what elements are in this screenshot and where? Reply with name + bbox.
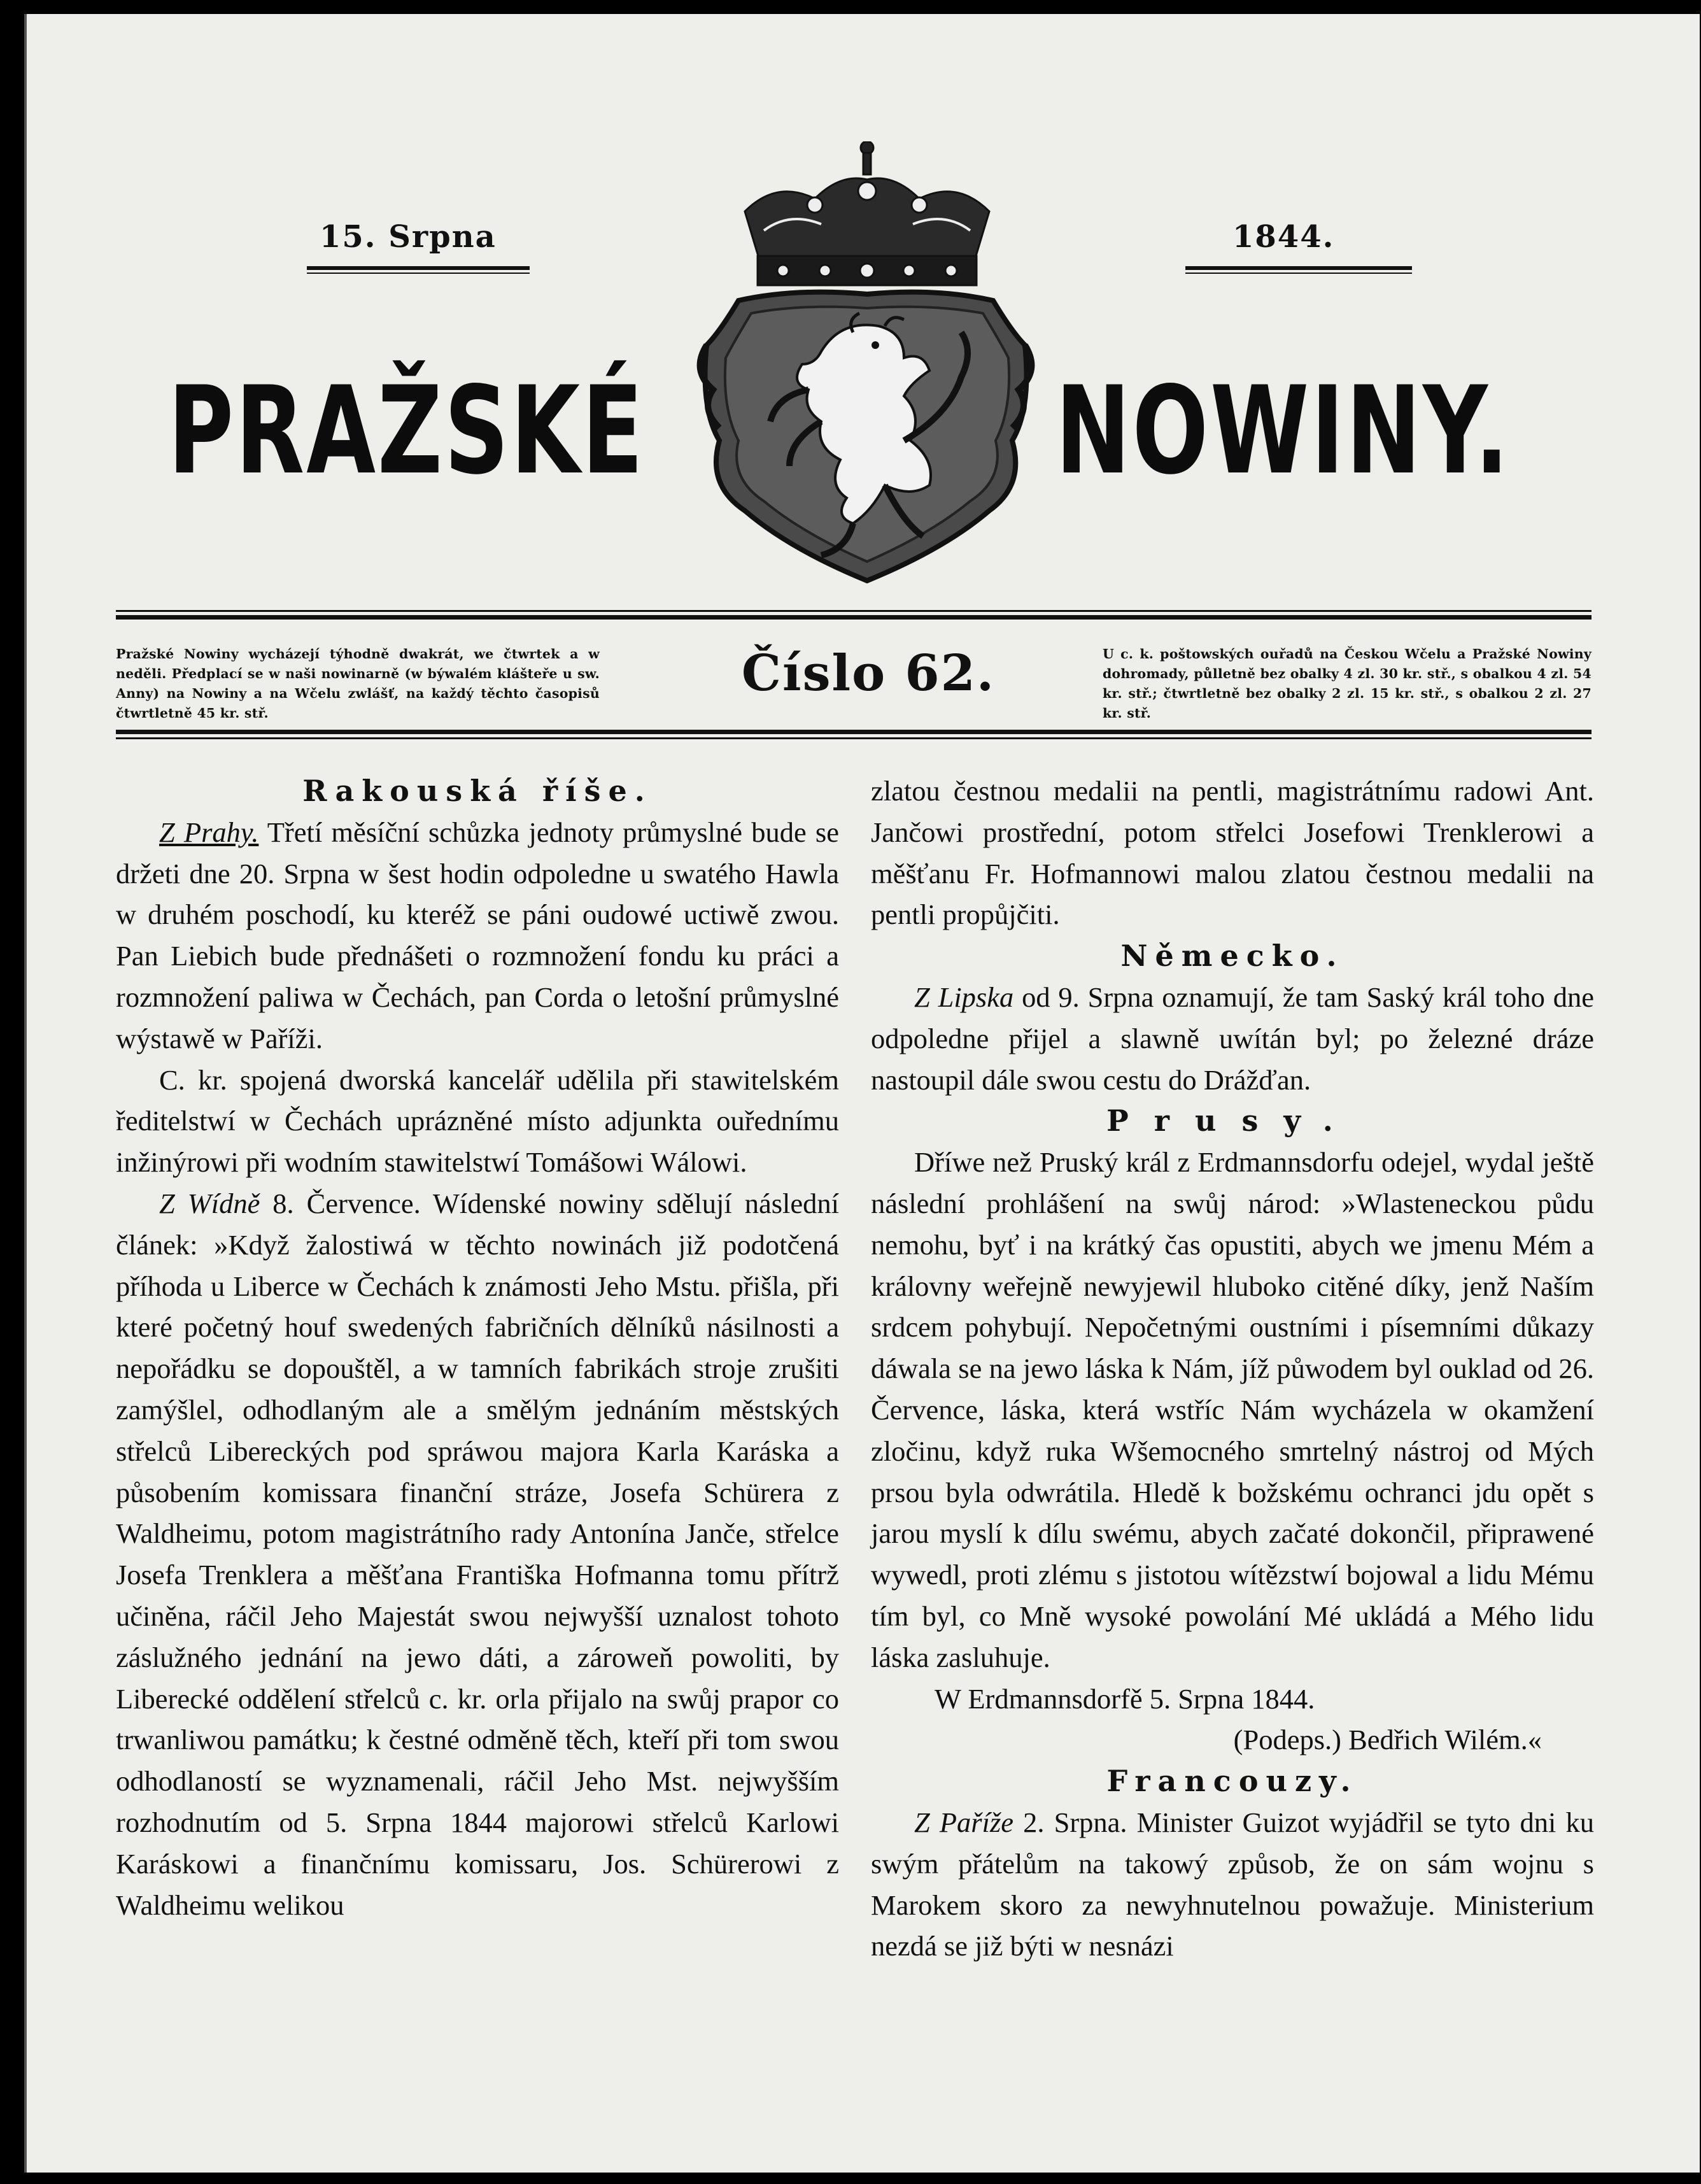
header-rule-thick: [116, 615, 1592, 620]
subscription-info: Pražské Nowiny wycházejí týhodně dwakrát, we čtwrtek a w neděli. Předplací se w naši nowinarně (w býwalém klášteře u sw. Anny) na Nowiny a na Wčelu zwlášť, na každý těchto časopisů čtwrtletně 45 kr. stř.: [116, 646, 600, 721]
dateline-place: Z Paříže: [914, 1806, 1014, 1838]
issue-date: 15. Srpna: [320, 219, 497, 255]
article-leipzig: [871, 977, 1594, 1100]
left-column: [116, 770, 839, 1925]
article-text: od 9. Srpna oznamují, že tam Saský král toho dne odpoledne přijel a slawně uwítán byl; po železné dráze nastoupil dále swou cestu do Drážďan.: [871, 981, 1594, 1096]
section-heading-austria: Rakouská říše.: [302, 774, 653, 808]
issue-year: 1844.: [1232, 219, 1335, 255]
section-heading-france: Francouzy.: [1106, 1764, 1359, 1799]
year-underline: [1185, 266, 1412, 270]
article-chancellery: C. kr. spojená dworská kancelář udělila při stawitelském ředitelstwí w Čechách uprázněné místo adjunkta ouřednímu inžinýrowi při wodním stawitelstwí Tomášowi Wálowi.: [116, 1063, 839, 1179]
masthead-title-right: NOWINY.: [1055, 360, 1511, 501]
proclamation-dateline: W Erdmannsdorfě 5. Srpna 1844.: [935, 1682, 1315, 1715]
header-rule-thin: [116, 610, 1592, 612]
article-text: 2. Srpna. Minister Guizot wyjádřil se tyto dni ku swým přátelům na takowý způsob, že on sám wojnu s Marokem skoro za newyhnutelnou powažuje. Ministerium nezdá se již býti w nesnázi: [871, 1806, 1595, 1962]
dateline-place: Z Lipska: [914, 981, 1014, 1013]
dateline-place: Z Prahy.: [159, 816, 259, 848]
newspaper-page: [24, 14, 1700, 2173]
article-paris: [871, 1802, 1594, 1967]
bohemian-lion-crest-icon: [694, 141, 1038, 600]
section-heading-prussia: Prusy.: [1106, 1103, 1359, 1138]
right-column: [871, 770, 1594, 1967]
article-text: 8. Července. Wídenské nowiny sdělují následní článek: »Když žalostiwá w těchto nowinách již podotčená příhoda u Liberce w Čechách k známosti Jeho Mstu. přišla, při které početný houf swedených fabričních dělníků násilnosti a nepořádku se dopouštěl, a w tamních fabrikách stroje zrušiti zamýšlel, odhodlaným ale a smělým jednáním městských střelců Libereckých pod spráwou majora Karla Karáska a působením komissara finanční stráze, Josefa Schürera z Waldheimu, potom magistrátního rady Antonína Janče, střelce Josefa Trenklera a měšťana Františka Hofmanna tomu přítrž učiněna, ráčil Jeho Majestát swou nejwyšší uznalost tohoto záslužného jednání na jewo dáti, a zároweň powoliti, by Liberecké oddělení střelců c. kr. orla přijalo na swůj prapor co trwanliwou památku; k čestné odměně těch, kteří při tom swou odhodlaností se wyznamenali, ráčil Jeho Mst. nejwyšším rozhodnutím od 5. Srpna 1844 majorowi střelců Karlowi Karáskowi a finančnímu komissaru, Jos. Schürerowi z Waldheimu welikou: [116, 1187, 839, 1921]
article-prague: [116, 812, 839, 1060]
dateline-place: Z Wídně: [159, 1187, 260, 1219]
proclamation-signature: (Podeps.) Bedřich Wilém.«: [1233, 1724, 1542, 1756]
article-continuation: zlatou čestnou medalii na pentli, magistrátnímu radowi Ant. Jančowi prostřední, potom střelci Josefowi Trenklerowi a měšťanu Fr. Hofmannowi malou zlatou čestnou medalii na pentli propůjčiti.: [871, 775, 1594, 931]
section-heading-germany: Německo.: [1120, 939, 1345, 974]
article-text: Třetí měsíční schůzka jednoty průmyslné bude se držeti dne 20. Srpna w šest hodin odpoledne u swatého Hawla w druhém poschodí, ku kteréž se páni oudowé uctiwě zwou. Pan Liebich bude přednášeti o rozmnožení fondu ku práci a rozmnožení paliwa w Čechách, pan Corda o letošní průmyslné wýstawě w Paříži.: [116, 816, 839, 1054]
postal-subscription-info: U c. k. poštowských ouřadů na Českou Wčelu a Pražské Nowiny dohromady, půlletně bez obalky 4 zl. 30 kr. stř., s obalkou 4 zl. 54 kr. stř.; čtwrtletně bez obalky 2 zl. 15 kr. stř., s obalkou 2 zl. 27 kr. stř.: [1103, 646, 1592, 721]
issue-number: Číslo 62.: [741, 644, 996, 702]
article-vienna: [116, 1183, 839, 1925]
article-prussian-proclamation: Dříwe než Pruský král z Erdmannsdorfu odejel, wydal ještě následní prohlášení na swůj národ: »Wlasteneckou půdu nemohu, byť i na krátký čas opustiti, abych we jmenu Mém a královny weřejně newyjewil hluboko citěné díky, jenž Naším srdcem pohybují. Nepočetnými oustními i písemními důkazy dáwala se na jewo láska k Nám, jíž půwodem byl ouklad od 26. Července, láska, která wstříc Nám wycházela w okamžení zločinu, když ruka Wšemocného smrtelný nástroj od Mých prsou byla odwrátila. Hledě k božskému ochranci jdu opět s jarou myslí k dílu swému, abych začaté dokončil, připrawené wywedl, proti zlému s jistotou wítězstwí bojowal a lidu Mému tím byl, co Mně wysoké powolání Mé ukládá a Mého lidu láska zasluhuje.: [871, 1146, 1594, 1673]
masthead-title-left: PRAŽSKÉ: [168, 360, 646, 501]
body-rule-thick: [116, 730, 1592, 734]
date-underline: [307, 266, 530, 270]
body-rule-thin: [116, 737, 1592, 739]
